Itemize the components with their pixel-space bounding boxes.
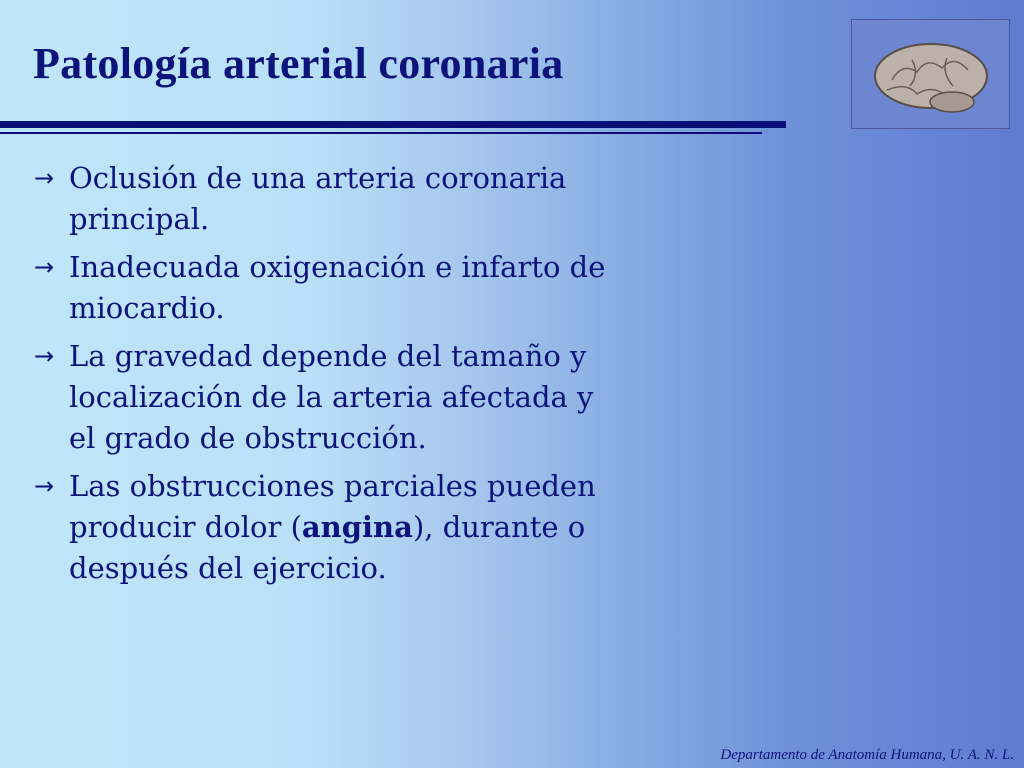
bullet-text: La gravedad depende del tamaño y localización de la arteria afectada y el grado de obstrucción. <box>69 339 594 455</box>
title-divider-thick <box>0 121 786 128</box>
bullet-list <box>34 158 624 596</box>
bullet-text: Inadecuada oxigenación e infarto de miocardio. <box>69 250 606 325</box>
title-divider-thin <box>0 132 762 134</box>
bullet-text-after: ), durante o después del ejercicio. <box>69 510 586 585</box>
brain-logo-icon <box>852 20 1009 128</box>
list-item <box>34 247 624 329</box>
list-item <box>34 466 624 589</box>
list-item <box>34 158 624 240</box>
right-arrow-icon: → <box>34 253 55 281</box>
list-item <box>34 336 624 459</box>
slide-title: Patología arterial coronaria <box>33 39 564 88</box>
right-arrow-icon: → <box>34 342 55 370</box>
bullet-text-before: Las obstrucciones parciales pueden producir dolor ( <box>69 469 596 544</box>
footer-credit: Departamento de Anatomía Humana, U. A. N. L. <box>720 747 1014 763</box>
right-arrow-icon: → <box>34 472 55 500</box>
right-arrow-icon: → <box>34 164 55 192</box>
bullet-text: Oclusión de una arteria coronaria principal. <box>69 161 567 236</box>
bullet-bold-term: angina <box>301 510 413 544</box>
department-logo <box>851 19 1010 129</box>
